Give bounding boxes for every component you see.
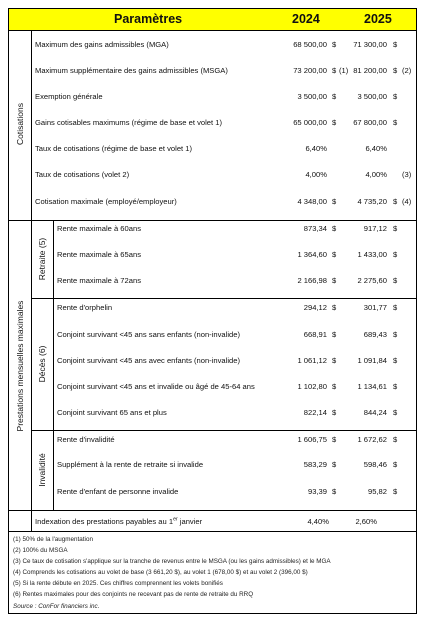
row-label: Rente maximale à 60ans: [57, 224, 141, 233]
value-2024: 1 364,60: [297, 250, 327, 259]
row-label: Rente d'invalidité: [57, 435, 115, 444]
row-label: Conjoint survivant <45 ans et invalide ou âgé de 45-64 ans: [57, 382, 255, 391]
value-2025: 3 500,00: [357, 92, 387, 101]
value-2025: 4,00%: [365, 170, 387, 179]
currency-2024: $: [332, 356, 337, 365]
row-label: Conjoint survivant 65 ans et plus: [57, 408, 167, 417]
subsection-column-divider: [53, 221, 54, 511]
value-2025: 81 200,00: [353, 66, 387, 75]
currency-2025: $: [393, 330, 398, 339]
value-2024: 3 500,00: [297, 92, 327, 101]
value-2024: 1 102,80: [297, 382, 327, 391]
source-note: Source : ConFor financiers inc.: [13, 603, 100, 610]
value-2025: 1 433,00: [357, 250, 387, 259]
value-2024: 873,34: [303, 224, 327, 233]
row-label: Rente maximale à 72ans: [57, 276, 141, 285]
value-2025: 71 300,00: [353, 40, 387, 49]
section-label-deces: Décès (6): [37, 345, 47, 383]
currency-2025: $: [393, 118, 398, 127]
value-2024: 93,39: [307, 487, 327, 496]
currency-2025: $: [393, 303, 398, 312]
header-title: Paramètres: [114, 12, 183, 26]
row-label: Rente d'orphelin: [57, 303, 113, 312]
row-label: Exemption générale: [35, 92, 103, 101]
row-label: Gains cotisables maximums (régime de base et volet 1): [35, 118, 222, 127]
value-2025: 917,12: [363, 224, 387, 233]
value-2024: 68 500,00: [293, 40, 327, 49]
currency-2024: $: [332, 487, 337, 496]
note-2025: (3): [402, 170, 412, 179]
note-2024: (1): [339, 66, 349, 75]
currency-2024: $: [332, 224, 337, 233]
currency-2025: $: [393, 356, 398, 365]
value-2025: 598,46: [363, 460, 387, 469]
value-2024: 668,91: [303, 330, 327, 339]
row-label: Maximum supplémentaire des gains admissibles (MSGA): [35, 66, 228, 75]
currency-2025: $: [393, 460, 398, 469]
value-2024: 294,12: [303, 303, 327, 312]
value-2025: 4 735,20: [357, 197, 387, 206]
indexation-2024: 4,40%: [307, 517, 329, 526]
value-2025: 689,43: [363, 330, 387, 339]
value-2024: 4,00%: [305, 170, 327, 179]
deces-divider: [31, 430, 416, 431]
value-2024: 583,29: [303, 460, 327, 469]
currency-2025: $: [393, 197, 398, 206]
value-2025: 95,82: [367, 487, 387, 496]
value-2024: 822,14: [303, 408, 327, 417]
section-label-invalidite: Invalidité: [37, 453, 47, 487]
row-label: Supplément à la rente de retraite si invalide: [57, 460, 204, 469]
currency-2025: $: [393, 487, 398, 496]
value-2024: 6,40%: [305, 144, 327, 153]
currency-2024: $: [332, 250, 337, 259]
note-2025: (2): [402, 66, 412, 75]
currency-2024: $: [332, 66, 337, 75]
value-2024: 2 166,98: [297, 276, 327, 285]
value-2024: 65 000,00: [293, 118, 327, 127]
currency-2024: $: [332, 276, 337, 285]
row-label: Rente maximale à 65ans: [57, 250, 141, 259]
footnote-4: (4) Comprends les cotisations au volet de base (3 661,20 $), au volet 1 (678,00 $) et au volet 2 (396,00 $): [13, 569, 308, 576]
value-2025: 1 091,84: [357, 356, 387, 365]
footnote-3: (3) Ce taux de cotisation s'applique sur la tranche de revenus entre le MSGA (ou les gains admissibles) et le MGA: [13, 558, 331, 565]
currency-2025: $: [393, 40, 398, 49]
currency-2025: $: [393, 435, 398, 444]
section-column-divider: [31, 31, 32, 531]
footnote-6: (6) Rentes maximales pour des conjoints ne recevant pas de rente de retraite du RRQ: [13, 591, 254, 598]
indexation-2025: 2,60%: [355, 517, 377, 526]
currency-2024: $: [332, 382, 337, 391]
parameters-table: [8, 8, 417, 614]
currency-2025: $: [393, 92, 398, 101]
currency-2025: $: [393, 224, 398, 233]
table-header: [9, 9, 416, 31]
footnotes-divider: [9, 531, 416, 532]
row-label: Conjoint survivant <45 ans sans enfants (non-invalide): [57, 330, 240, 339]
currency-2024: $: [332, 40, 337, 49]
header-year-2024: 2024: [292, 12, 320, 26]
value-2025: 67 800,00: [353, 118, 387, 127]
row-label: Rente d'enfant de personne invalide: [57, 487, 179, 496]
row-label: Maximum des gains admissibles (MGA): [35, 40, 169, 49]
value-2024: 1 606,75: [297, 435, 327, 444]
footnote-1: (1) 50% de la l'augmentation: [13, 536, 93, 543]
section-label-retraite: Retraite (5): [37, 237, 47, 281]
cotisations-divider: [9, 220, 416, 221]
row-label: Taux de cotisations (volet 2): [35, 170, 130, 179]
footnote-5: (5) Si la rente débute en 2025. Ces chiffres comprennent les volets bonifiés: [13, 580, 223, 587]
currency-2024: $: [332, 408, 337, 417]
currency-2025: $: [393, 382, 398, 391]
currency-2024: $: [332, 197, 337, 206]
currency-2024: $: [332, 92, 337, 101]
currency-2025: $: [393, 408, 398, 417]
prestations-divider: [9, 510, 416, 511]
indexation-label: Indexation des prestations payables au 1er janvier: [35, 516, 203, 526]
value-2024: 73 200,00: [293, 66, 327, 75]
value-2024: 4 348,00: [297, 197, 327, 206]
row-label: Cotisation maximale (employé/employeur): [35, 197, 177, 206]
section-label-cotisations: Cotisations: [15, 102, 25, 146]
currency-2025: $: [393, 276, 398, 285]
currency-2024: $: [332, 330, 337, 339]
currency-2024: $: [332, 303, 337, 312]
value-2025: 6,40%: [365, 144, 387, 153]
row-label: Taux de cotisations (régime de base et volet 1): [35, 144, 193, 153]
note-2025: (4): [402, 197, 412, 206]
value-2025: 844,24: [363, 408, 387, 417]
currency-2025: $: [393, 66, 398, 75]
value-2024: 1 061,12: [297, 356, 327, 365]
currency-2024: $: [332, 435, 337, 444]
row-label: Conjoint survivant <45 ans avec enfants (non-invalide): [57, 356, 240, 365]
value-2025: 301,77: [363, 303, 387, 312]
value-2025: 2 275,60: [357, 276, 387, 285]
currency-2024: $: [332, 460, 337, 469]
currency-2025: $: [393, 250, 398, 259]
section-label-prestations: Prestations mensuelles maximales: [15, 300, 25, 432]
retraite-divider: [31, 298, 416, 299]
value-2025: 1 672,62: [357, 435, 387, 444]
footnote-2: (2) 100% du MSGA: [13, 547, 68, 554]
header-year-2025: 2025: [364, 12, 392, 26]
value-2025: 1 134,61: [357, 382, 387, 391]
currency-2024: $: [332, 118, 337, 127]
